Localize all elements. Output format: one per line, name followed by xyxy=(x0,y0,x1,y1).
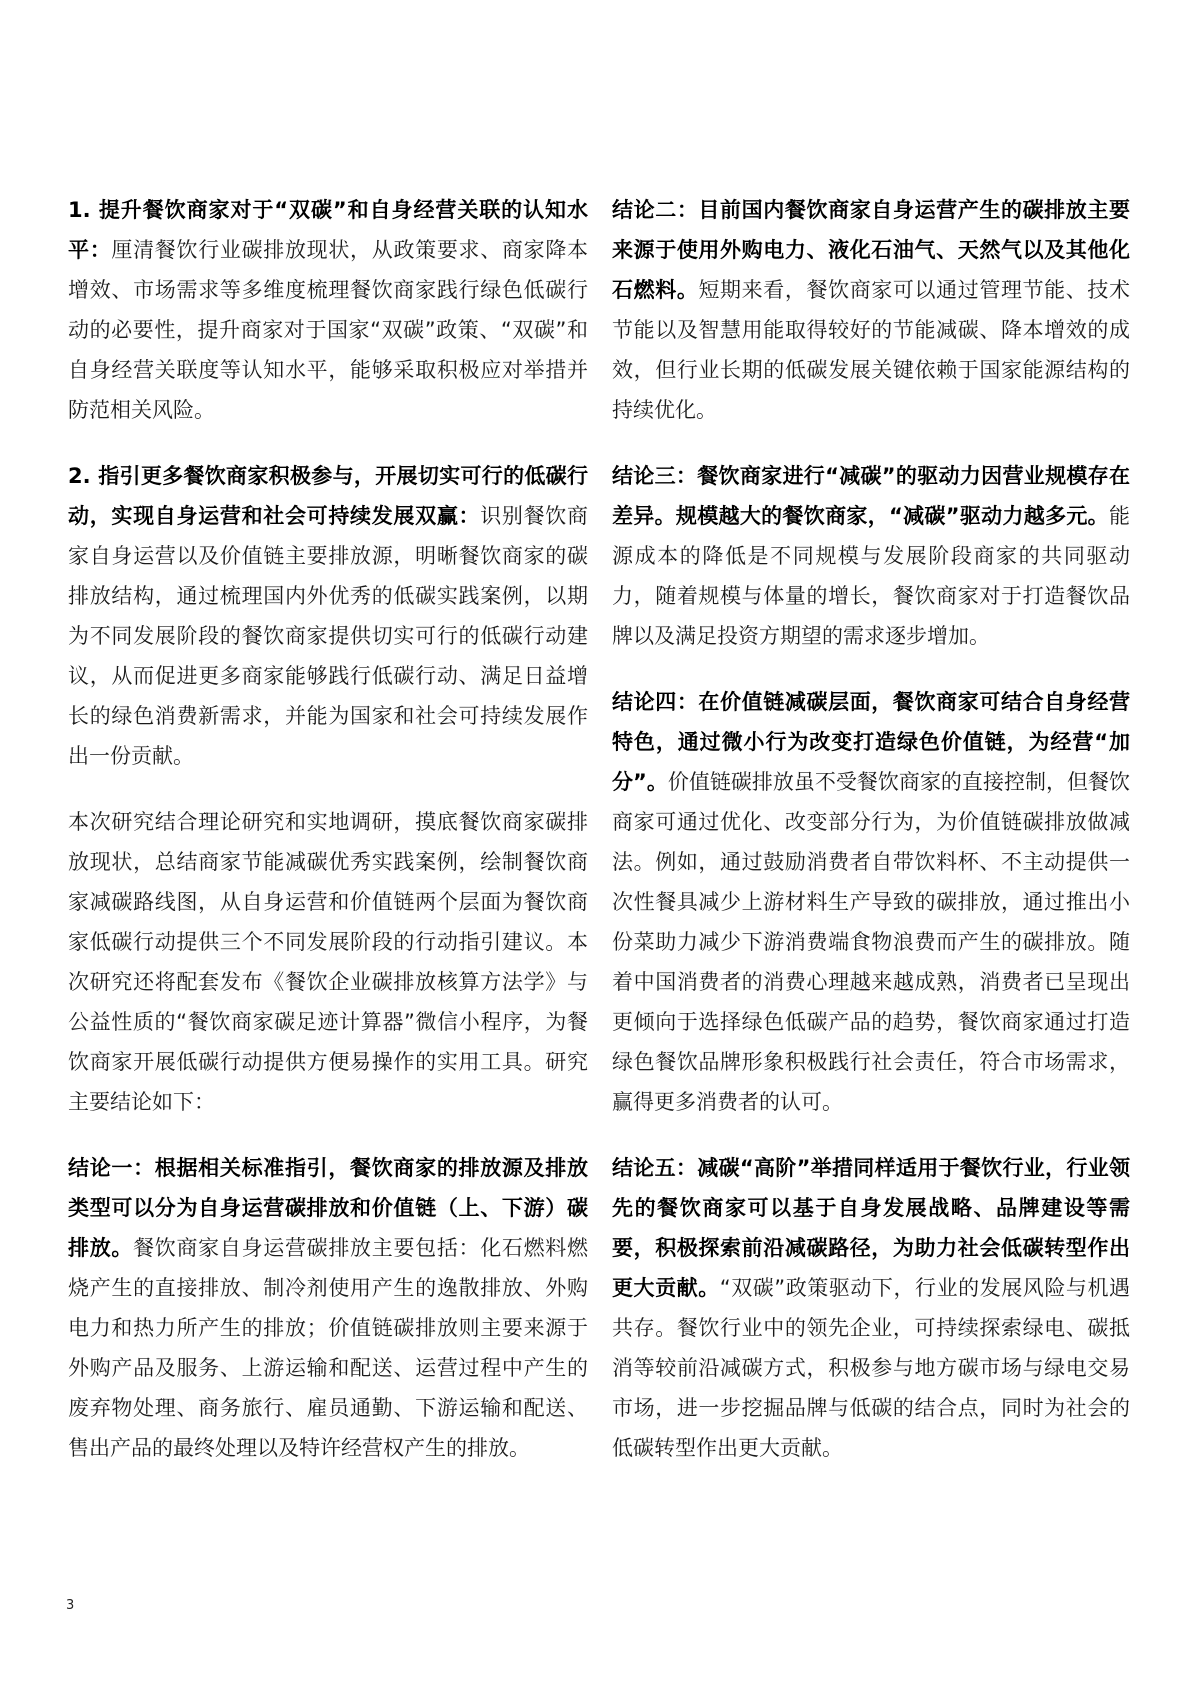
goal-1-heading: 1. 提升餐饮商家对于“双碳”和自身经营关联的认知水平： xyxy=(68,198,588,262)
goal-2-paragraph xyxy=(68,456,588,776)
conclusion-5-heading: 结论五：减碳“高阶”举措同样适用于餐饮行业，行业领先的餐饮商家可以基于自身发展战略、品牌建设等需要，积极探索前沿减碳路径，为助力社会低碳转型作出更大贡献。 xyxy=(612,1156,1130,1300)
conclusion-3-paragraph xyxy=(612,456,1130,656)
conclusion-1-text: 餐饮商家自身运营碳排放主要包括：化石燃料燃烧产生的直接排放、制冷剂使用产生的逸散排放、外购电力和热力所产生的排放；价值链碳排放则主要来源于外购产品及服务、上游运输和配送、运营过程中产生的废弃物处理、商务旅行、雇员通勤、下游运输和配送、售出产品的最终处理以及特许经营权产生的排放。 xyxy=(68,1236,589,1460)
conclusion-5-paragraph xyxy=(612,1148,1130,1468)
right-column xyxy=(612,190,1130,1494)
conclusion-4-text: 价值链碳排放虽不受餐饮商家的直接控制，但餐饮商家可通过优化、改变部分行为，为价值链碳排放做减法。例如，通过鼓励消费者自带饮料杯、不主动提供一次性餐具减少上游材料生产导致的碳排放，通过推出小份菜助力减少下游消费端食物浪费而产生的碳排放。随着中国消费者的消费心理越来越成熟，消费者已呈现出更倾向于选择绿色低碳产品的趋势，餐饮商家通过打造绿色餐饮品牌形象积极践行社会责任，符合市场需求，赢得更多消费者的认可。 xyxy=(612,770,1130,1114)
research-summary-paragraph xyxy=(68,802,588,1122)
conclusion-2-heading: 结论二：目前国内餐饮商家自身运营产生的碳排放主要来源于使用外购电力、液化石油气、天然气以及其他化石燃料。 xyxy=(612,198,1130,302)
goal-1-paragraph xyxy=(68,190,588,430)
conclusion-3-text: 能源成本的降低是不同规模与发展阶段商家的共同驱动力，随着规模与体量的增长，餐饮商家对于打造餐饮品牌以及满足投资方期望的需求逐步增加。 xyxy=(612,504,1130,648)
goal-2-heading: 2. 指引更多餐饮商家积极参与，开展切实可行的低碳行动，实现自身运营和社会可持续发展双赢： xyxy=(68,464,588,528)
research-summary-text: 本次研究结合理论研究和实地调研，摸底餐饮商家碳排放现状，总结商家节能减碳优秀实践案例，绘制餐饮商家减碳路线图，从自身运营和价值链两个层面为餐饮商家低碳行动提供三个不同发展阶段的行动指引建议。本次研究还将配套发布《餐饮企业碳排放核算方法学》与公益性质的“餐饮商家碳足迹计算器”微信小程序，为餐饮商家开展低碳行动提供方便易操作的实用工具。研究主要结论如下： xyxy=(68,810,588,1114)
conclusion-3-heading: 结论三：餐饮商家进行“减碳”的驱动力因营业规模存在差异。规模越大的餐饮商家，“减碳”驱动力越多元。 xyxy=(612,464,1130,528)
conclusion-1-heading: 结论一：根据相关标准指引，餐饮商家的排放源及排放类型可以分为自身运营碳排放和价值链（上、下游）碳排放。 xyxy=(68,1156,588,1260)
conclusion-4-heading: 结论四：在价值链减碳层面，餐饮商家可结合自身经营特色，通过微小行为改变打造绿色价值链，为经营“加分”。 xyxy=(612,690,1130,794)
conclusion-4-paragraph xyxy=(612,682,1130,1122)
conclusion-2-paragraph xyxy=(612,190,1130,430)
conclusion-5-text: “双碳”政策驱动下，行业的发展风险与机遇共存。餐饮行业中的领先企业，可持续探索绿电、碳抵消等较前沿减碳方式，积极参与地方碳市场与绿电交易市场，进一步挖掘品牌与低碳的结合点，同时为社会的低碳转型作出更大贡献。 xyxy=(612,1276,1131,1460)
conclusion-1-paragraph xyxy=(68,1148,588,1468)
goal-2-text: 识别餐饮商家自身运营以及价值链主要排放源，明晰餐饮商家的碳排放结构，通过梳理国内外优秀的低碳实践案例，以期为不同发展阶段的餐饮商家提供切实可行的低碳行动建议，从而促进更多商家能够践行低碳行动、满足日益增长的绿色消费新需求，并能为国家和社会可持续发展作出一份贡献。 xyxy=(68,504,589,768)
conclusion-2-text: 短期来看，餐饮商家可以通过管理节能、技术节能以及智慧用能取得较好的节能减碳、降本增效的成效，但行业长期的低碳发展关键依赖于国家能源结构的持续优化。 xyxy=(612,278,1131,422)
goal-1-text: 厘清餐饮行业碳排放现状，从政策要求、商家降本增效、市场需求等多维度梳理餐饮商家践行绿色低碳行动的必要性，提升商家对于国家“双碳”政策、“双碳”和自身经营关联度等认知水平，能够采取积极应对举措并防范相关风险。 xyxy=(68,238,589,422)
page-number: 3 xyxy=(66,1598,75,1613)
left-column xyxy=(68,190,588,1494)
